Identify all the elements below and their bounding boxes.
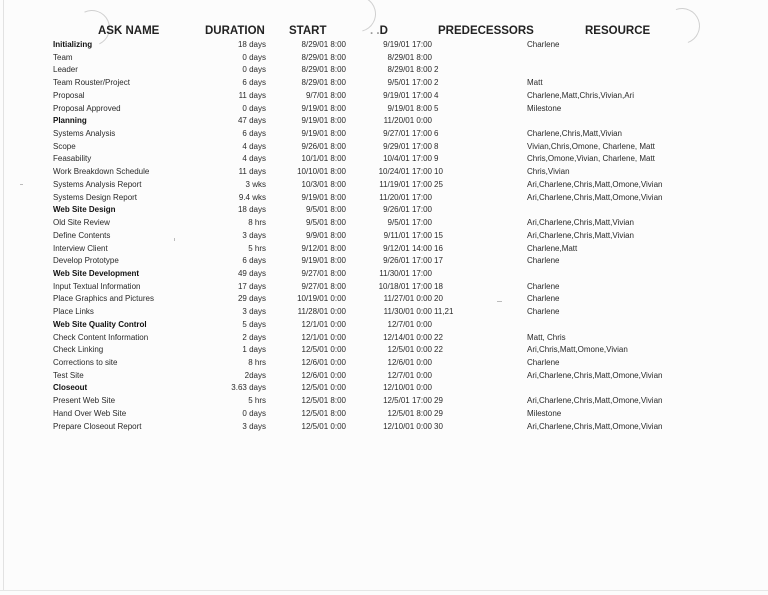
task-predecessors: 18 (434, 281, 443, 291)
task-name: Planning (53, 116, 87, 126)
task-row (0, 166, 768, 179)
task-duration: 3 days (242, 307, 266, 317)
task-duration: 5 hrs (248, 243, 266, 253)
task-name: Web Site Quality Control (53, 319, 147, 329)
task-resource: Ari,Charlene,Chris,Matt,Omone,Vivian (527, 396, 663, 406)
task-predecessors: 30 (434, 421, 443, 431)
task-resource: Charlene (527, 357, 560, 367)
task-predecessors: 5 (434, 103, 439, 113)
task-end: 11/30/01 17:00 (379, 268, 432, 278)
task-duration: 11 days (238, 90, 266, 100)
task-duration: 0 days (242, 103, 266, 113)
task-name: Present Web Site (53, 396, 116, 406)
header-resource: RESOURCE (585, 25, 651, 37)
task-end: 10/18/01 17:00 (378, 281, 432, 291)
task-row (0, 230, 768, 243)
task-resource: Milestone (527, 408, 562, 418)
task-predecessors: 4 (434, 90, 439, 100)
task-resource: Ari,Charlene,Chris,Matt,Omone,Vivian (527, 192, 663, 202)
task-duration: 8 hrs (248, 218, 266, 228)
task-name: Systems Analysis Report (53, 179, 142, 189)
header-duration: DURATION (205, 25, 265, 37)
task-predecessors: 20 (434, 294, 443, 304)
header-task-name (92, 25, 159, 37)
summary-task-row (0, 382, 768, 395)
task-resource: Chris,Omone,Vivian, Charlene, Matt (527, 154, 655, 164)
task-duration: 4 days (242, 141, 266, 151)
task-name: Feasability (53, 154, 92, 164)
task-start: 10/1/01 8:00 (301, 154, 346, 164)
task-row (0, 255, 768, 268)
task-row (0, 306, 768, 319)
task-duration: 3 wks (245, 179, 266, 189)
task-duration: 49 days (237, 268, 266, 278)
header-start: START (289, 25, 327, 37)
task-end: 12/5/01 0:00 (387, 345, 432, 355)
task-duration: 0 days (242, 52, 266, 62)
task-duration: 9.4 wks (238, 192, 266, 202)
task-end: 12/10/01 0:00 (383, 421, 432, 431)
task-name: Corrections to site (53, 357, 118, 367)
task-resource: Ari,Charlene,Chris,Matt,Omone,Vivian (527, 370, 663, 380)
task-name: Place Graphics and Pictures (53, 294, 154, 304)
task-end: 11/20/01 0:00 (383, 116, 432, 126)
task-start: 10/3/01 8:00 (301, 179, 346, 189)
task-row (0, 408, 768, 421)
summary-task-row (0, 319, 768, 332)
task-end: 10/4/01 17:00 (383, 154, 432, 164)
task-name: Test Site (53, 370, 84, 380)
task-end: 12/7/01 0:00 (387, 319, 432, 329)
task-start: 9/19/01 8:00 (301, 129, 346, 139)
task-resource: Charlene,Matt,Chris,Vivian,Ari (527, 90, 635, 100)
task-resource: Ari,Charlene,Chris,Matt,Omone,Vivian (527, 179, 663, 189)
task-start: 9/19/01 8:00 (301, 103, 346, 113)
task-name: Team Rouster/Project (53, 78, 130, 88)
task-row (0, 421, 768, 434)
task-duration: 17 days (237, 281, 266, 291)
task-predecessors: 11,21 (434, 307, 454, 317)
task-duration: 4 days (242, 154, 266, 164)
task-resource: Charlene (527, 307, 560, 317)
task-end: 12/6/01 0:00 (387, 357, 432, 367)
task-resource: Vivian,Chris,Omone, Charlene, Matt (527, 141, 655, 151)
task-name: Place Links (53, 307, 94, 317)
task-end: 10/24/01 17:00 (378, 167, 432, 177)
task-name: Check Linking (53, 345, 104, 355)
task-end: 11/30/01 0:00 (383, 307, 432, 317)
task-name: Old Site Review (53, 218, 110, 228)
summary-task-row (0, 115, 768, 128)
task-name: Closeout (53, 383, 88, 393)
task-row (0, 293, 768, 306)
task-name: Work Breakdown Schedule (53, 167, 150, 177)
task-end: 11/20/01 17:00 (379, 192, 432, 202)
task-row (0, 395, 768, 408)
task-end: 12/5/01 17:00 (383, 396, 432, 406)
task-predecessors: 29 (434, 408, 443, 418)
task-start: 8/29/01 8:00 (301, 78, 346, 88)
header-end: . .D (370, 25, 388, 37)
task-row (0, 332, 768, 345)
task-start: 9/26/01 8:00 (301, 141, 346, 151)
task-end: 8/29/01 8:00 (387, 65, 432, 75)
task-name: Proposal Approved (53, 103, 121, 113)
task-end: 9/27/01 17:00 (383, 129, 432, 139)
task-duration: 5 days (242, 319, 266, 329)
task-resource: Ari,Charlene,Chris,Matt,Vivian (527, 230, 635, 240)
task-predecessors: 6 (434, 129, 439, 139)
task-start: 8/29/01 8:00 (301, 65, 346, 75)
task-predecessors: 22 (434, 332, 443, 342)
task-duration: 3 days (242, 421, 266, 431)
task-row (0, 103, 768, 116)
task-start: 11/28/01 0:00 (297, 307, 346, 317)
task-start: 12/5/01 8:00 (301, 408, 346, 418)
summary-task-row (0, 268, 768, 281)
task-start: 12/5/01 0:00 (301, 345, 346, 355)
task-duration: 5 hrs (248, 396, 266, 406)
task-predecessors: 8 (434, 141, 439, 151)
task-row (0, 370, 768, 383)
task-row (0, 153, 768, 166)
task-end: 9/5/01 17:00 (387, 78, 432, 88)
task-end: 12/10/01 0:00 (383, 383, 432, 393)
task-end: 12/5/01 8:00 (387, 408, 432, 418)
task-name: Check Content Information (53, 332, 149, 342)
task-predecessors: 9 (434, 154, 439, 164)
task-name: Web Site Development (53, 268, 140, 278)
task-predecessors: 15 (434, 230, 443, 240)
task-name: Web Site Design (53, 205, 116, 215)
task-table (0, 39, 768, 433)
task-row (0, 52, 768, 65)
task-predecessors: 10 (434, 167, 443, 177)
task-name: Systems Analysis (53, 129, 116, 139)
task-predecessors: 2 (434, 78, 439, 88)
task-end: 11/19/01 17:00 (379, 179, 432, 189)
task-predecessors: 2 (434, 65, 439, 75)
task-start: 9/19/01 8:00 (301, 256, 346, 266)
task-resource: Charlene (527, 256, 560, 266)
task-end: 9/5/01 17:00 (387, 218, 432, 228)
task-row (0, 243, 768, 256)
task-start: 10/10/01 8:00 (297, 167, 346, 177)
task-row (0, 192, 768, 205)
task-resource: Chris,Vivian (527, 167, 570, 177)
task-start: 8/29/01 8:00 (301, 52, 346, 62)
task-start: 12/1/01 0:00 (301, 319, 346, 329)
task-duration: 6 days (242, 129, 266, 139)
task-end: 8/29/01 8:00 (387, 52, 432, 62)
task-end: 11/27/01 0:00 (383, 294, 432, 304)
task-duration: 3 days (242, 230, 266, 240)
header-predecessors: PREDECESSORS (438, 25, 534, 37)
task-resource: Matt (527, 78, 543, 88)
task-name: Initializing (53, 40, 93, 49)
task-resource: Charlene,Chris,Matt,Vivian (527, 129, 623, 139)
task-duration: 1 days (242, 345, 266, 355)
task-end: 9/19/01 8:00 (387, 103, 432, 113)
task-resource: Matt, Chris (527, 332, 566, 342)
task-duration: 0 days (242, 65, 266, 75)
scan-edge-bottom (0, 590, 768, 591)
task-start: 12/6/01 0:00 (301, 370, 346, 380)
task-row (0, 141, 768, 154)
task-end: 9/19/01 17:00 (383, 90, 432, 100)
task-end: 9/11/01 17:00 (383, 230, 432, 240)
task-start: 9/27/01 8:00 (301, 268, 346, 278)
task-name: Develop Prototype (53, 256, 119, 266)
task-predecessors: 22 (434, 345, 443, 355)
task-resource: Ari,Chris,Matt,Omone,Vivian (527, 345, 628, 355)
task-start: 12/5/01 8:00 (301, 396, 346, 406)
task-row (0, 90, 768, 103)
task-duration: 18 days (237, 40, 266, 49)
task-name: Systems Design Report (53, 192, 138, 202)
task-predecessors: 25 (434, 179, 443, 189)
task-start: 10/19/01 0:00 (297, 294, 346, 304)
task-start: 8/29/01 8:00 (301, 40, 346, 49)
task-row (0, 281, 768, 294)
task-name: Input Textual Information (53, 281, 141, 291)
task-end: 12/7/01 0:00 (387, 370, 432, 380)
task-name: Hand Over Web Site (53, 408, 127, 418)
task-start: 9/5/01 8:00 (305, 205, 346, 215)
task-start: 12/1/01 0:00 (301, 332, 346, 342)
task-duration: 29 days (237, 294, 266, 304)
task-name: Interview Client (53, 243, 108, 253)
task-resource: Charlene (527, 294, 560, 304)
task-start: 9/12/01 8:00 (301, 243, 346, 253)
task-start: 9/27/01 8:00 (301, 281, 346, 291)
task-start: 12/5/01 0:00 (301, 421, 346, 431)
task-name: Team (53, 52, 73, 62)
task-row (0, 217, 768, 230)
task-duration: 18 days (237, 205, 266, 215)
task-row (0, 179, 768, 192)
task-name: Define Contents (53, 230, 111, 240)
task-end: 9/26/01 17:00 (383, 205, 432, 215)
task-duration: 0 days (242, 408, 266, 418)
task-start: 9/19/01 8:00 (301, 116, 346, 126)
task-duration: 2days (244, 370, 266, 380)
task-predecessors: 29 (434, 396, 443, 406)
task-resource: Ari,Charlene,Chris,Matt,Vivian (527, 218, 635, 228)
task-name: Scope (53, 141, 76, 151)
task-duration: 8 hrs (248, 357, 266, 367)
summary-task-row (0, 39, 768, 52)
task-row (0, 357, 768, 370)
task-start: 9/9/01 8:00 (305, 230, 346, 240)
task-duration: 6 days (242, 78, 266, 88)
task-row (0, 344, 768, 357)
task-end: 9/19/01 17:00 (383, 40, 432, 49)
task-row (0, 64, 768, 77)
task-resource: Ari,Charlene,Chris,Matt,Omone,Vivian (527, 421, 663, 431)
task-resource: Milestone (527, 103, 562, 113)
task-start: 9/19/01 8:00 (301, 192, 346, 202)
task-end: 9/29/01 17:00 (383, 141, 432, 151)
task-end: 9/26/01 17:00 (383, 256, 432, 266)
task-end: 12/14/01 0:00 (383, 332, 432, 342)
task-predecessors: 16 (434, 243, 443, 253)
task-row (0, 77, 768, 90)
task-duration: 2 days (242, 332, 266, 342)
header-task-name-text: ASK NAME (98, 25, 160, 37)
task-name: Prepare Closeout Report (53, 421, 142, 431)
task-start: 12/6/01 0:00 (301, 357, 346, 367)
header-end-text: D (379, 25, 388, 37)
task-name: Leader (53, 65, 78, 75)
task-resource: Charlene (527, 281, 560, 291)
task-duration: 3.63 days (231, 383, 266, 393)
task-end: 9/12/01 14:00 (383, 243, 432, 253)
task-name: Proposal (53, 90, 85, 100)
task-duration: 11 days (238, 167, 266, 177)
task-resource: Charlene,Matt (527, 243, 578, 253)
summary-task-row (0, 204, 768, 217)
task-start: 12/5/01 0:00 (301, 383, 346, 393)
task-row (0, 128, 768, 141)
task-duration: 47 days (237, 116, 266, 126)
task-start: 9/5/01 8:00 (305, 218, 346, 228)
task-resource: Charlene (527, 40, 560, 49)
task-start: 9/7/01 8:00 (305, 90, 346, 100)
task-duration: 6 days (242, 256, 266, 266)
task-predecessors: 17 (434, 256, 443, 266)
